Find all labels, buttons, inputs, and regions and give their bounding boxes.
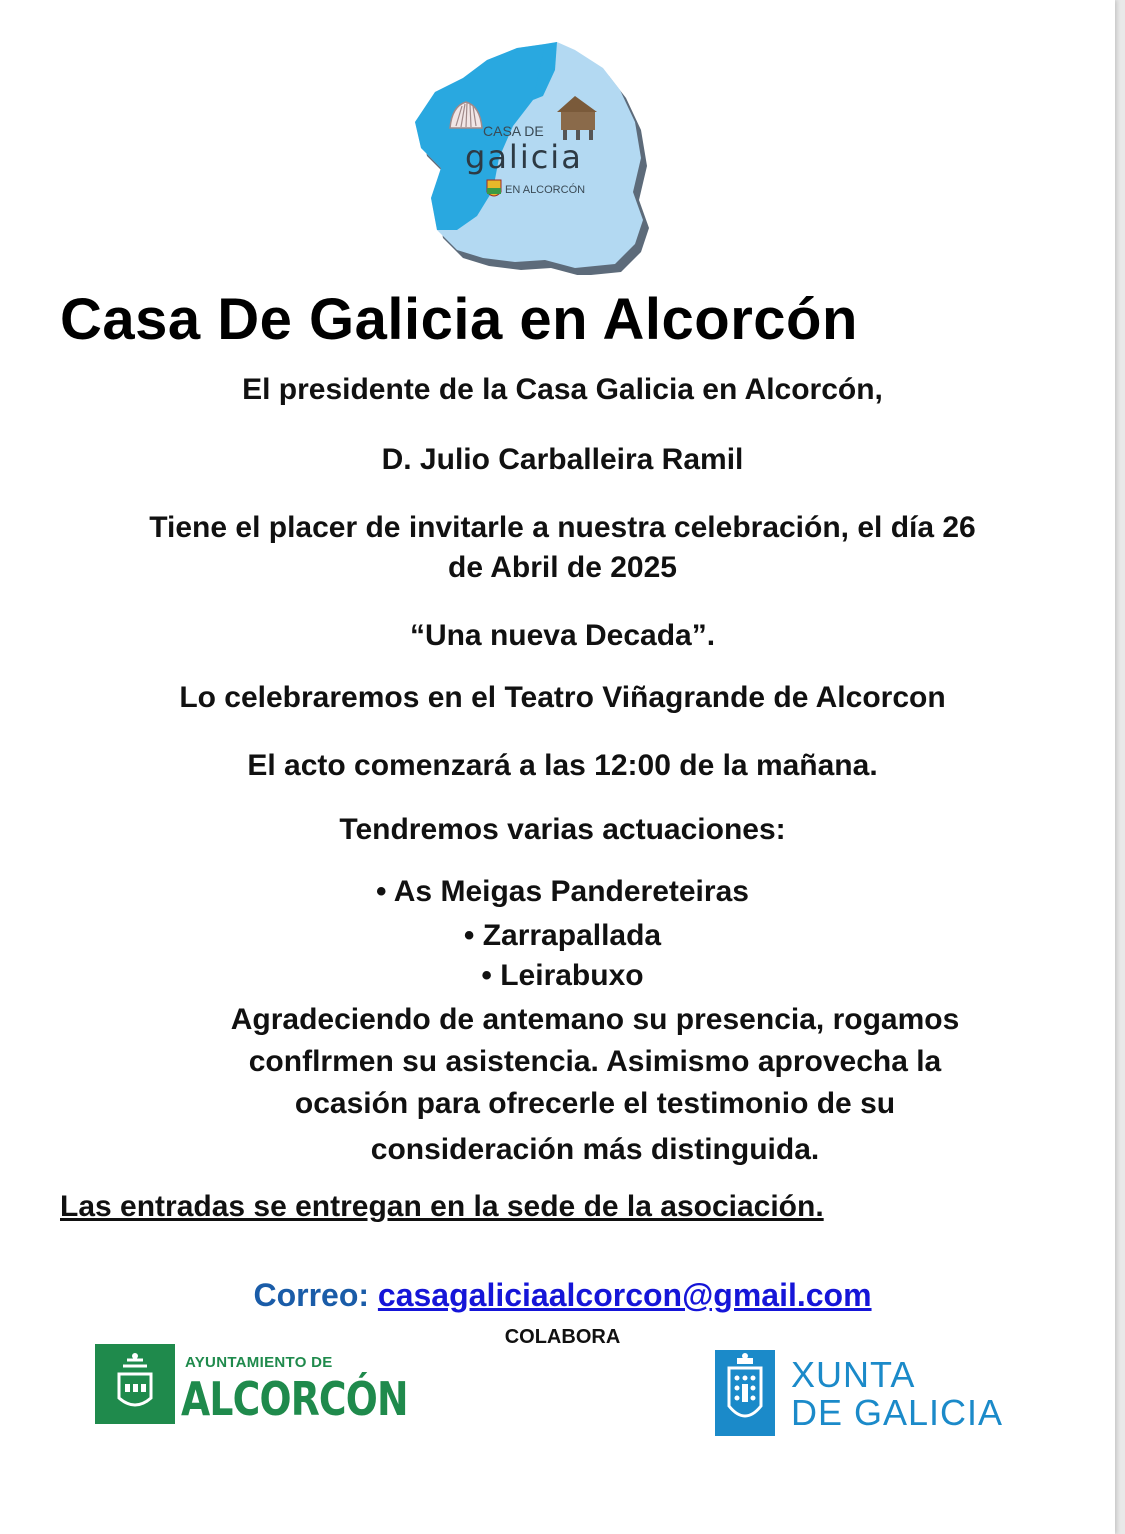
contact-line bbox=[0, 1277, 1125, 1314]
alcorcon-crest-icon bbox=[95, 1344, 175, 1424]
xunta-emblem-icon bbox=[715, 1350, 775, 1436]
closing-line: ocasión para ofrecerle el testimonio de su bbox=[294, 1087, 896, 1120]
president-name: D. Julio Carballeira Ramil bbox=[381, 443, 744, 476]
contact-label: Correo: bbox=[253, 1277, 370, 1313]
acts-intro: Tendremos varias actuaciones: bbox=[339, 813, 786, 846]
ayuntamiento-alcorcon-logo bbox=[95, 1344, 408, 1426]
casa-galicia-logo bbox=[405, 30, 655, 275]
act-item: • Leirabuxo bbox=[481, 959, 644, 992]
email-link[interactable]: casagaliciaalcorcon@gmail.com bbox=[377, 1277, 872, 1313]
alcorcon-big-text: ALCORCÓN bbox=[181, 1372, 408, 1426]
motto: “Una nueva Decada”. bbox=[409, 619, 716, 652]
closing-line: consideración más distinguida. bbox=[370, 1133, 820, 1166]
logo-line3: EN ALCORCÓN bbox=[505, 184, 586, 196]
alcorcon-shield-icon bbox=[487, 180, 501, 196]
colabora-label: COLABORA bbox=[504, 1326, 621, 1348]
closing-line: Agradeciendo de antemano su presencia, rogamos bbox=[230, 1003, 960, 1036]
logo-line1: CASA DE bbox=[483, 123, 544, 139]
venue: Lo celebraremos en el Teatro Viñagrande de Alcorcon bbox=[179, 681, 946, 714]
logo-line2: galicia bbox=[465, 138, 583, 176]
xunta-de-galicia-logo bbox=[715, 1350, 1025, 1436]
president-intro: El presidente de la Casa Galicia en Alcorcón, bbox=[242, 373, 883, 406]
page-title: Casa De Galicia en Alcorcón bbox=[60, 287, 858, 352]
alcorcon-small-text: AYUNTAMIENTO DE bbox=[185, 1354, 333, 1371]
invite-line-1: Tiene el placer de invitarle a nuestra celebración, el día 26 bbox=[149, 511, 976, 544]
start-time: El acto comenzará a las 12:00 de la mañana. bbox=[247, 749, 878, 782]
act-item: • As Meigas Pandereteiras bbox=[376, 875, 749, 908]
invite-line-2: de Abril de 2025 bbox=[448, 551, 677, 584]
closing-line: conflrmen su asistencia. Asimismo aprovecha la bbox=[248, 1045, 942, 1078]
xunta-text-2: DE GALICIA bbox=[791, 1392, 1004, 1433]
galicia-map-logo bbox=[405, 30, 655, 275]
xunta-text-1: XUNTA bbox=[791, 1354, 916, 1395]
act-item: • Zarrapallada bbox=[463, 919, 662, 952]
tickets-note: Las entradas se entregan en la sede de la asociación. bbox=[60, 1190, 824, 1223]
